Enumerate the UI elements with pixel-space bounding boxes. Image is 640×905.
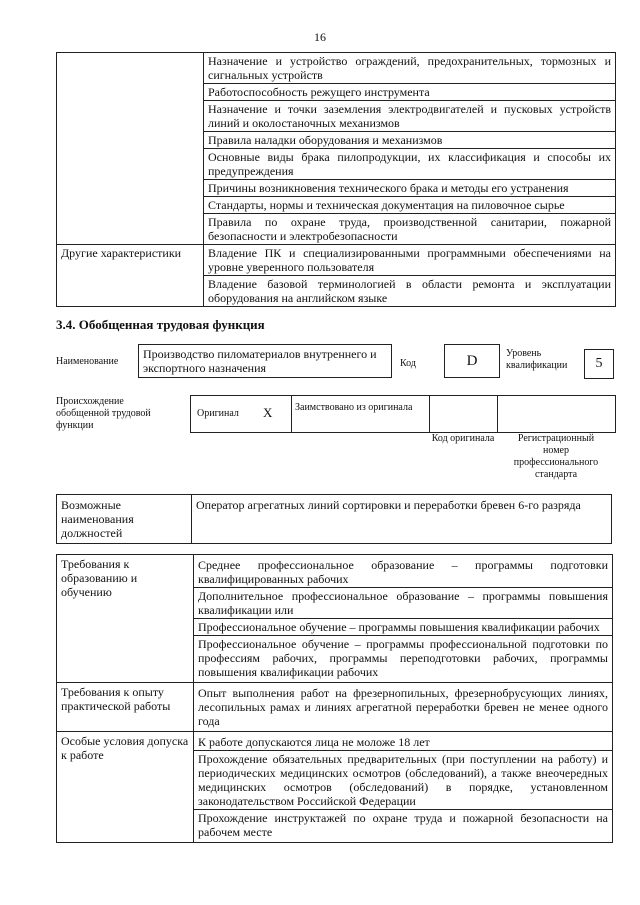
requirement-item: К работе допускаются лица не моложе 18 лет [194, 734, 612, 751]
row-text: Стандарты, нормы и техническая документация на пиловочное сырье [204, 197, 616, 214]
requirement-label: Требования к образованию и обучению [57, 555, 194, 683]
row-text: Правила наладки оборудования и механизмов [204, 132, 616, 149]
positions-table [56, 494, 612, 544]
original-label: Оригинал [197, 408, 239, 419]
positions-label: Возможные наименования должностей [57, 495, 192, 544]
row-text: Основные виды брака пилопродукции, их классификация и способы их предупреждения [204, 149, 616, 180]
positions-value: Оператор агрегатных линий сортировки и переработки бревен 6-го разряда [192, 495, 612, 544]
requirement-item: Прохождение обязательных предварительных (при поступлении на работу) и периодических медицинских осмотров (обследований), а также внеочередных медицинских осмотров (обследований) в порядке, установленном законодательством Российской Федерации [194, 751, 612, 810]
reg-caption: Регистрационный номер профессионального стандарта [513, 433, 599, 480]
row-text: Назначение и устройство ограждений, предохранительных, тормозных и сигнальных устройств [204, 53, 616, 84]
level-value-box [584, 349, 614, 379]
row-text: Назначение и точки заземления электродвигателей и пусковых устройств линий и околостаночных механизмов [204, 101, 616, 132]
level-label: Уровень квалификации [506, 348, 568, 371]
requirement-item: Дополнительное профессиональное образование – программы повышения квалификации или [194, 588, 612, 619]
section-title: 3.4. Обобщенная трудовая функция [56, 317, 265, 332]
requirement-label: Особые условия допуска к работе [57, 732, 194, 843]
requirement-items [194, 683, 613, 732]
knowledge-table [56, 52, 616, 307]
page-number: 16 [314, 30, 326, 44]
requirement-item: Среднее профессиональное образование – программы подготовки квалифицированных рабочих [194, 557, 612, 588]
requirement-item: Опыт выполнения работ на фрезернопильных, фрезернобрусующих линиях, лесопильных рамах и линиях агрегатной переработки бревен не менее одного года [198, 686, 608, 728]
requirement-row [57, 732, 613, 843]
row-label [57, 53, 204, 245]
row-label: Другие характеристики [57, 245, 204, 307]
code-label: Код [400, 358, 416, 369]
name-label: Наименование [56, 356, 119, 367]
table-row [57, 53, 616, 84]
origin-grid [190, 395, 616, 433]
requirement-row [57, 555, 613, 683]
table-row [57, 245, 616, 276]
requirement-label: Требования к опыту практической работы [57, 683, 194, 732]
row-text: Владение ПК и специализированными программными обеспечениями на уровне уверенного пользователя [204, 245, 616, 276]
requirements-table [56, 554, 613, 843]
row-text: Работоспособность режущего инструмента [204, 84, 616, 101]
requirement-items [194, 732, 613, 843]
requirement-item: Профессиональное обучение – программы повышения квалификации рабочих [194, 619, 612, 636]
requirement-items [194, 555, 613, 683]
code-value-box [444, 344, 500, 378]
requirement-item: Прохождение инструктажей по охране труда и пожарной безопасности на рабочем месте [198, 811, 608, 839]
row-text: Владение базовой терминологией в области ремонта и эксплуатации оборудования на английском языке [204, 276, 616, 307]
row-text: Правила по охране труда, производственной санитарии, пожарной безопасности и электробезопасности [204, 214, 616, 245]
level-value: 5 [595, 356, 603, 371]
borrowed-label: Заимствовано из оригинала [295, 402, 413, 413]
origin-label: Происхождение обобщенной трудовой функции [56, 396, 151, 431]
function-name-value: Производство пиломатериалов внутреннего и экспортного назначения [143, 347, 377, 375]
row-text: Причины возникновения технического брака и методы его устранения [204, 180, 616, 197]
code-value: D [466, 353, 478, 369]
requirement-item: Профессиональное обучение – программы профессиональной подготовки по профессиям рабочих, программы переподготовки рабочих, программы повышения квалификации рабочих [198, 637, 608, 679]
code-caption: Код оригинала [431, 433, 495, 444]
requirement-row [57, 683, 613, 732]
function-name-box [138, 344, 392, 378]
original-mark: X [263, 405, 273, 420]
